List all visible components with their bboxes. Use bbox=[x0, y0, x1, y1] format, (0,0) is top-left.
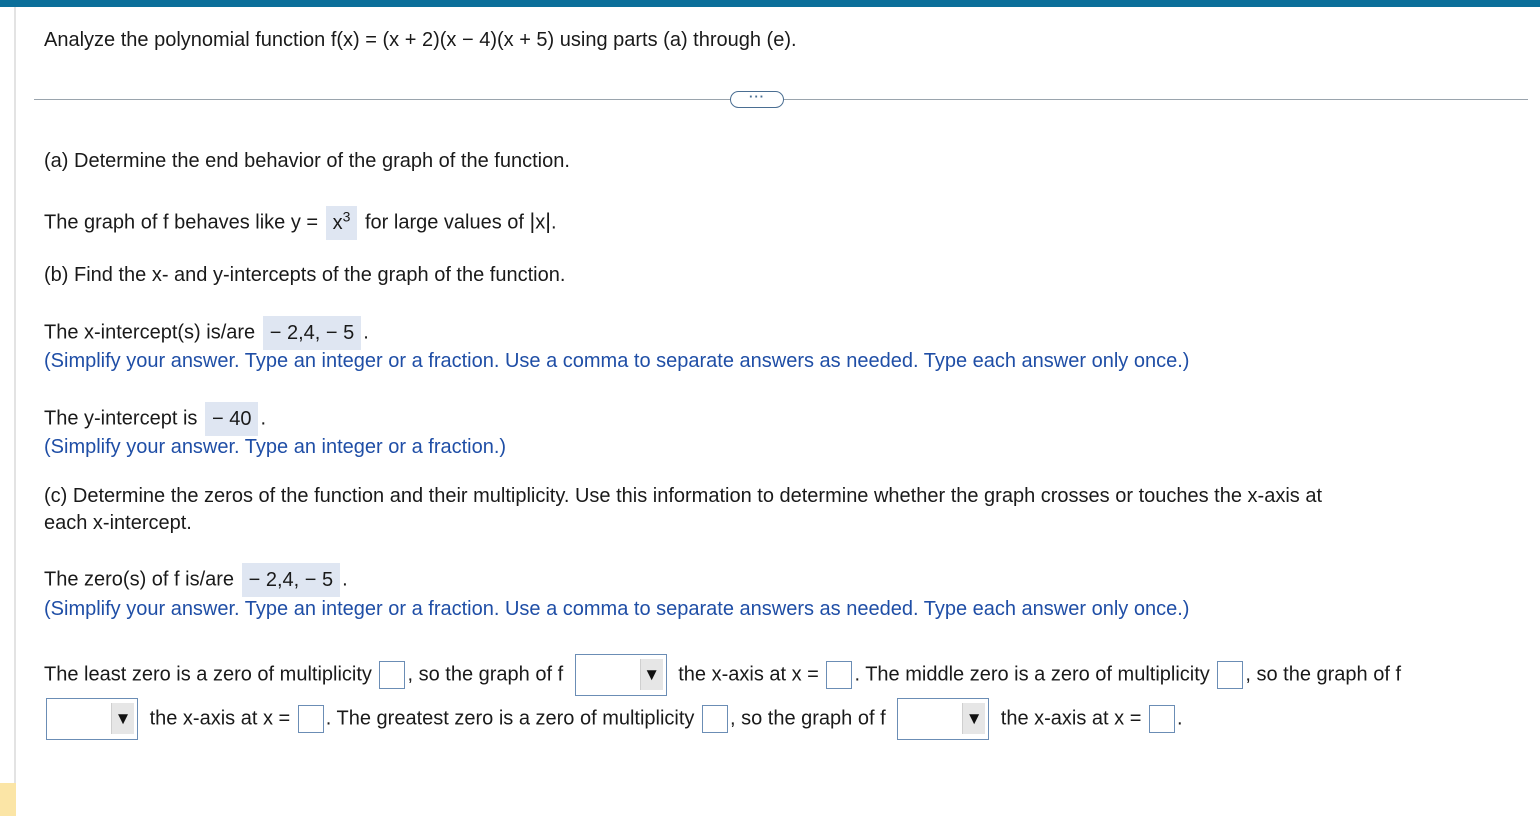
middle-behavior-dropdown[interactable] bbox=[46, 698, 138, 740]
greatest-axis-text: the x-axis at x = bbox=[1000, 707, 1142, 730]
least-period: . bbox=[854, 663, 860, 686]
part-a-heading: (a) Determine the end behavior of the graph of the function. bbox=[44, 150, 570, 172]
expand-more-button[interactable]: ··· bbox=[730, 91, 784, 108]
y-intercept-line bbox=[44, 402, 266, 436]
least-axis-text: the x-axis at x = bbox=[678, 663, 819, 686]
least-behavior-dropdown[interactable] bbox=[575, 654, 667, 696]
x-intercept-period: . bbox=[363, 321, 369, 344]
greatest-multiplicity-input[interactable] bbox=[702, 705, 728, 733]
x-intercept-prefix: The x-intercept(s) is/are bbox=[44, 321, 256, 344]
zeros-line bbox=[44, 563, 348, 597]
y-intercept-prefix: The y-intercept is bbox=[44, 407, 198, 430]
x-intercept-line bbox=[44, 316, 369, 350]
part-b-heading: (b) Find the x- and y-intercepts of the graph of the function. bbox=[44, 264, 566, 286]
least-multiplicity-input[interactable] bbox=[379, 661, 405, 689]
end-behavior-exponent: 3 bbox=[342, 208, 351, 225]
middle-zero-text: The middle zero is a zero of multiplicity bbox=[865, 663, 1210, 686]
y-intercept-answer[interactable]: − 40 bbox=[205, 402, 258, 436]
abs-variable: x bbox=[535, 211, 546, 234]
abs-bar-left: | bbox=[529, 208, 536, 234]
middle-period: . bbox=[325, 707, 332, 730]
zeros-period: . bbox=[342, 568, 348, 591]
middle-multiplicity-input[interactable] bbox=[1217, 661, 1243, 689]
middle-graph-text: , so the graph of f bbox=[1245, 663, 1401, 686]
part-c-heading-line1: (c) Determine the zeros of the function and their multiplicity. Use this information to determine whether the graph crosses or touches the x-axis at bbox=[44, 485, 1322, 507]
y-intercept-hint: (Simplify your answer. Type an integer or a fraction.) bbox=[44, 436, 507, 458]
left-highlight-marker bbox=[0, 783, 16, 816]
abs-bar-right: | bbox=[545, 208, 551, 234]
dropdown-arrow-icon: ▼ bbox=[640, 659, 663, 690]
dropdown-arrow-icon: ▼ bbox=[962, 703, 985, 734]
greatest-behavior-dropdown[interactable] bbox=[897, 698, 989, 740]
end-behavior-base: x bbox=[332, 212, 343, 234]
middle-x-input[interactable] bbox=[298, 705, 324, 733]
part-c-heading-line2: each x-intercept. bbox=[44, 512, 192, 534]
part-a-prefix: The graph of f behaves like y = bbox=[44, 211, 319, 234]
zeros-hint: (Simplify your answer. Type an integer or a fraction. Use a comma to separate answers as needed. Type each answer only once.) bbox=[44, 598, 1190, 620]
top-accent-bar bbox=[0, 0, 1540, 7]
least-x-input[interactable] bbox=[826, 661, 852, 689]
x-intercept-hint: (Simplify your answer. Type an integer or a fraction. Use a comma to separate answers as needed. Type each answer only once.) bbox=[44, 350, 1190, 372]
dropdown-arrow-icon: ▼ bbox=[111, 703, 134, 734]
least-zero-text: The least zero is a zero of multiplicity bbox=[44, 663, 372, 686]
left-border bbox=[14, 7, 16, 816]
part-a-answer-line bbox=[44, 206, 557, 240]
part-a-period: . bbox=[550, 211, 557, 234]
end-behavior-answer[interactable] bbox=[326, 206, 358, 240]
greatest-graph-text: , so the graph of f bbox=[730, 707, 886, 730]
part-a-suffix: for large values of bbox=[364, 211, 524, 234]
zeros-answer[interactable]: − 2,4, − 5 bbox=[242, 563, 341, 597]
zeros-prefix: The zero(s) of f is/are bbox=[44, 568, 235, 591]
x-intercept-answer[interactable]: − 2,4, − 5 bbox=[263, 316, 362, 350]
problem-statement: Analyze the polynomial function f(x) = (x + 2)(x − 4)(x + 5) using parts (a) through (e). bbox=[44, 29, 797, 51]
multiplicity-line-1 bbox=[44, 654, 1401, 696]
greatest-zero-text: The greatest zero is a zero of multiplicity bbox=[336, 707, 695, 730]
middle-axis-text: the x-axis at x = bbox=[149, 707, 291, 730]
multiplicity-line-2 bbox=[46, 698, 1183, 740]
greatest-x-input[interactable] bbox=[1149, 705, 1175, 733]
y-intercept-period: . bbox=[260, 407, 266, 430]
least-graph-text: , so the graph of f bbox=[407, 663, 564, 686]
greatest-period: . bbox=[1176, 707, 1183, 730]
